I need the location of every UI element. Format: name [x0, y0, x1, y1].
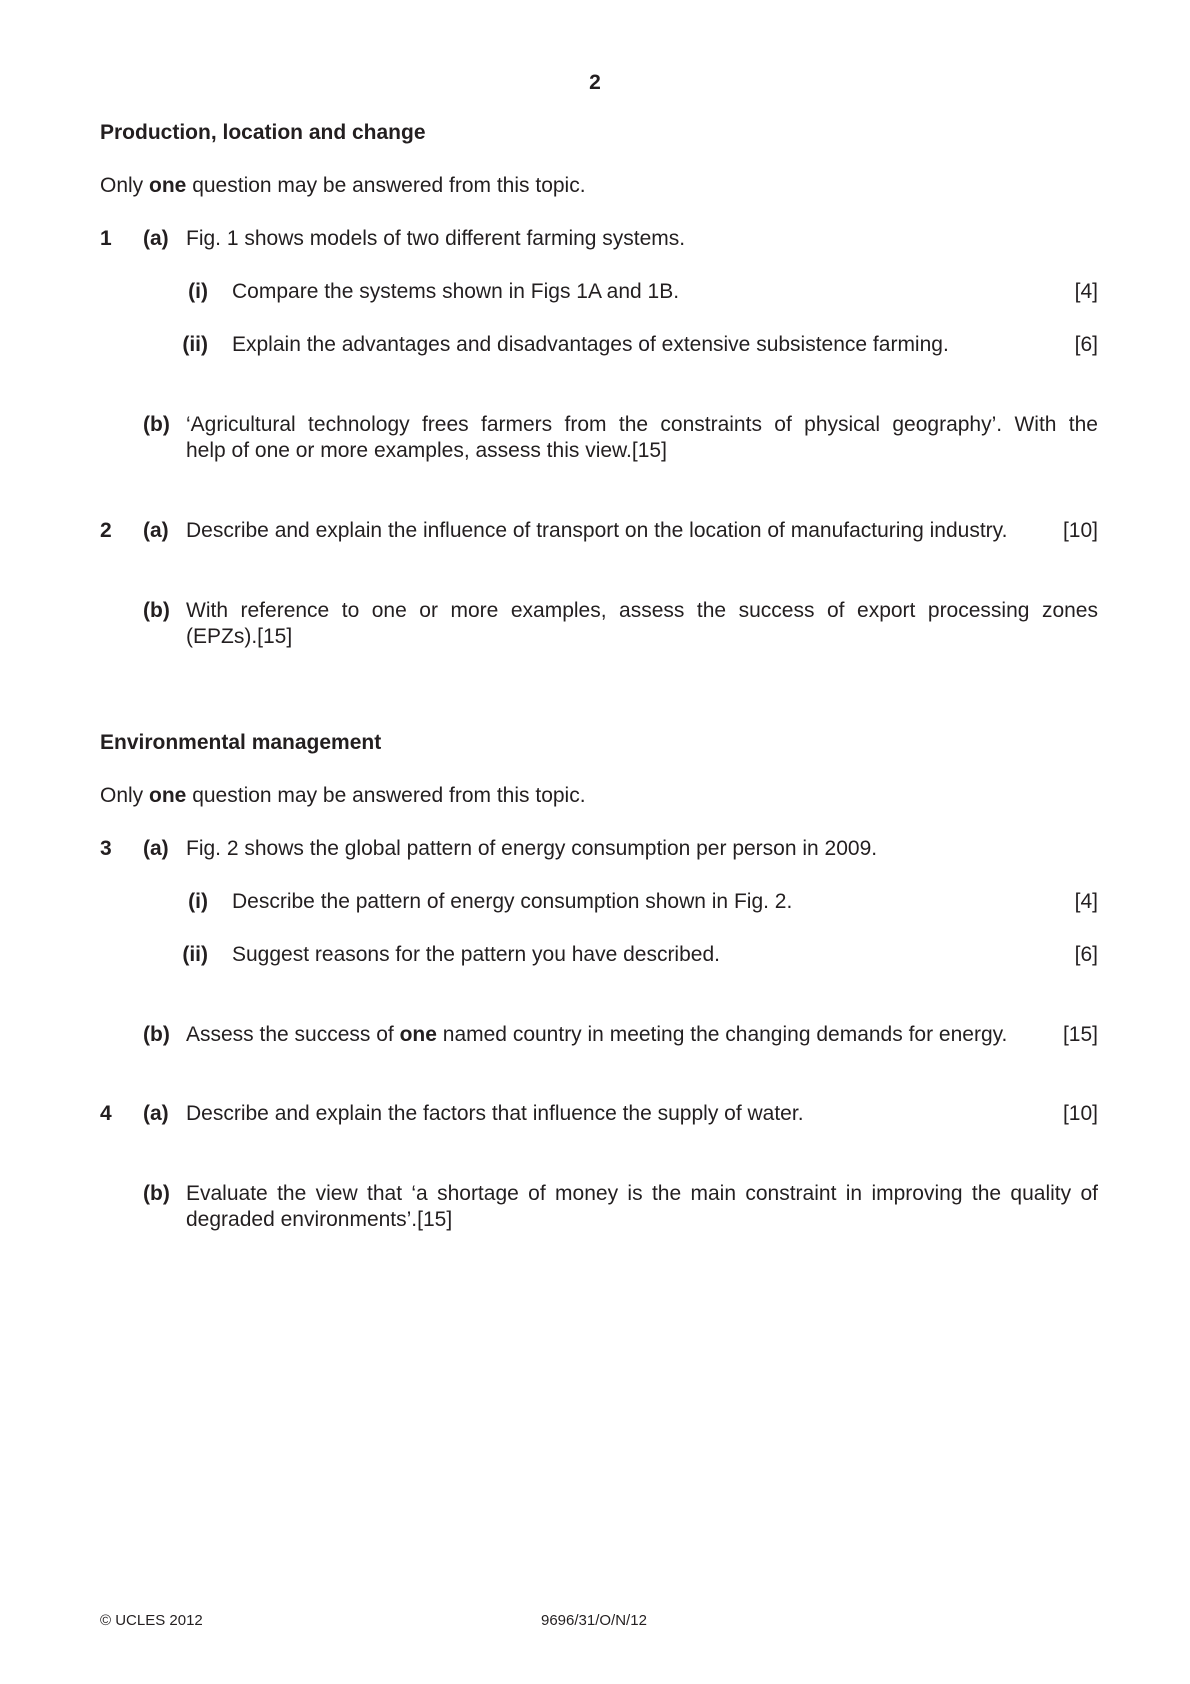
- q4-b-line1: Evaluate the view that ‘a shortage of money is the main constraint in improving the quality of: [186, 1182, 1098, 1205]
- section-instruction-production: Only one question may be answered from this topic.: [100, 174, 586, 197]
- q4-a-marks: [10]: [1062, 1102, 1098, 1125]
- q4-b-marks: [15]: [417, 1208, 453, 1231]
- question-number-2: 2: [100, 519, 112, 542]
- q2-a-marks: [10]: [1062, 519, 1098, 542]
- q1-a-i-label: (i): [188, 280, 208, 303]
- q3-a-i-label: (i): [188, 890, 208, 913]
- q3-part-b-label: (b): [143, 1023, 170, 1046]
- q1-a-ii-label: (ii): [182, 333, 208, 356]
- q2-part-b-text: [186, 598, 1098, 650]
- q2-b-marks: [15]: [257, 625, 293, 648]
- section-instruction-environmental: Only one question may be answered from this topic.: [100, 784, 586, 807]
- q1-part-a-text: Fig. 1 shows models of two different farming systems.: [186, 227, 686, 250]
- q2-part-b-label: (b): [143, 599, 170, 622]
- q1-part-b-label: (b): [143, 413, 170, 436]
- q1-part-a-label: (a): [143, 227, 169, 250]
- q4-part-a-label: (a): [143, 1102, 169, 1125]
- section-heading-environmental: Environmental management: [100, 731, 382, 754]
- q3-part-a-label: (a): [143, 837, 169, 860]
- q1-a-i-text: Compare the systems shown in Figs 1A and 1B.: [232, 280, 680, 303]
- footer-paper-code: 9696/31/O/N/12: [541, 1612, 647, 1629]
- page-number: 2: [589, 71, 601, 94]
- q1-a-i-marks: [4]: [1074, 280, 1098, 303]
- q3-b-marks: [15]: [1062, 1023, 1098, 1046]
- q1-a-ii-text: Explain the advantages and disadvantages of extensive subsistence farming.: [232, 333, 949, 356]
- question-number-1: 1: [100, 227, 112, 250]
- q1-b-marks: [15]: [631, 439, 667, 462]
- q1-part-b-text: [186, 412, 1098, 464]
- question-number-3: 3: [100, 837, 112, 860]
- question-number-4: 4: [100, 1102, 112, 1125]
- q2-part-a-text: Describe and explain the influence of transport on the location of manufacturing industry.: [186, 519, 1008, 542]
- q4-part-b-text: [186, 1181, 1098, 1233]
- q1-b-line1: ‘Agricultural technology frees farmers from the constraints of physical geography’. With the: [186, 413, 1098, 436]
- q3-a-i-marks: [4]: [1074, 890, 1098, 913]
- q1-a-ii-marks: [6]: [1074, 333, 1098, 356]
- q4-b-line2: degraded environments’.: [186, 1208, 418, 1231]
- q4-part-a-text: Describe and explain the factors that influence the supply of water.: [186, 1102, 804, 1125]
- q3-a-ii-label: (ii): [182, 943, 208, 966]
- q2-b-line2: (EPZs).: [186, 625, 258, 648]
- q3-a-ii-text: Suggest reasons for the pattern you have described.: [232, 943, 720, 966]
- q3-a-i-text: Describe the pattern of energy consumption shown in Fig. 2.: [232, 890, 793, 913]
- q3-part-b-text: Assess the success of one named country in meeting the changing demands for energy.: [186, 1023, 1008, 1046]
- q4-part-b-label: (b): [143, 1182, 170, 1205]
- section-heading-production: Production, location and change: [100, 121, 426, 144]
- footer-copyright: © UCLES 2012: [100, 1612, 203, 1629]
- q2-b-line1: With reference to one or more examples, assess the success of export processing zones: [186, 599, 1098, 622]
- q1-b-line2: help of one or more examples, assess this view.: [186, 439, 632, 462]
- q2-part-a-label: (a): [143, 519, 169, 542]
- q3-part-a-text: Fig. 2 shows the global pattern of energy consumption per person in 2009.: [186, 837, 878, 860]
- q3-a-ii-marks: [6]: [1074, 943, 1098, 966]
